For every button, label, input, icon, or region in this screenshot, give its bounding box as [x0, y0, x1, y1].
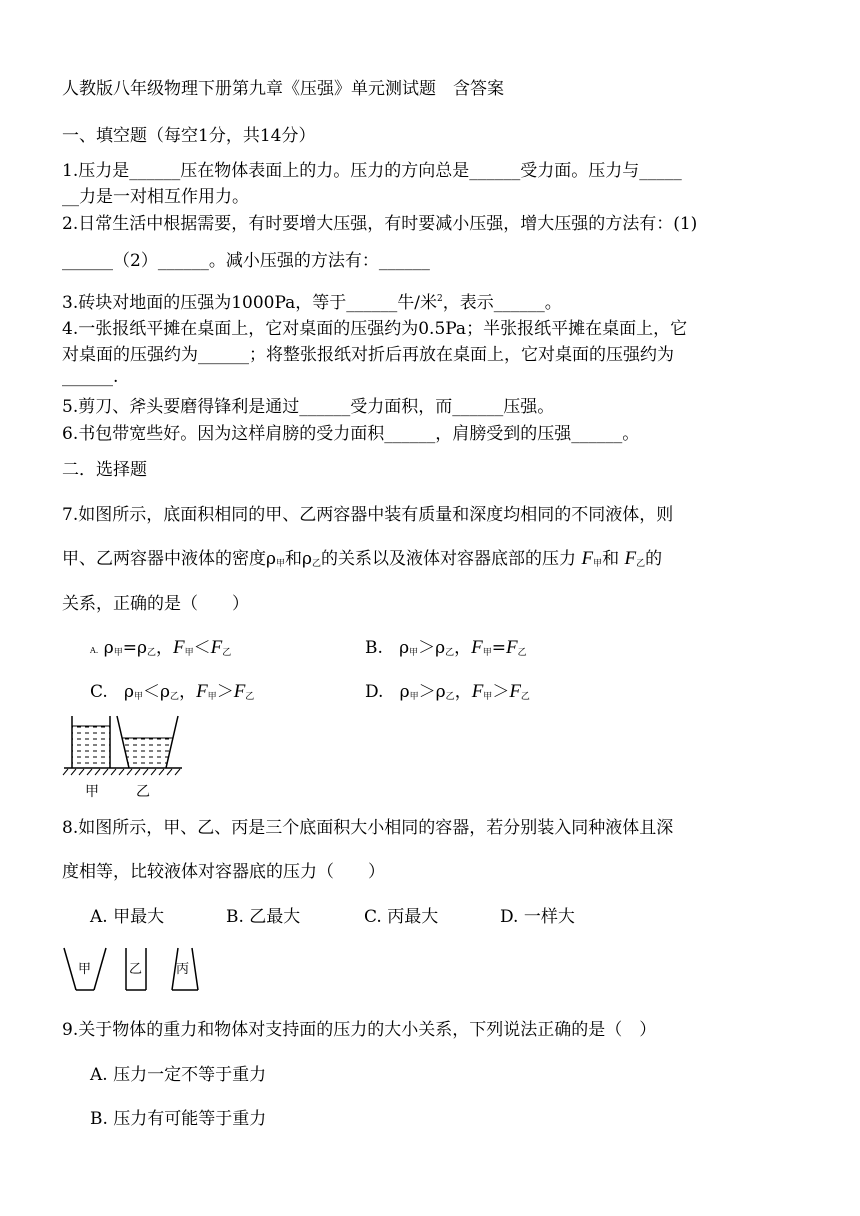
container-yi-liquid: [123, 738, 172, 768]
question-3-text-b: ，表示______。: [442, 293, 562, 313]
figure-8-label-jia: 甲: [78, 962, 92, 977]
question-8-option-d[interactable]: D. 一样大: [500, 907, 575, 927]
figure-8-label-bing: 丙: [176, 962, 190, 977]
question-1-line-2: __力是一对相互作用力。: [62, 187, 249, 207]
question-7-line-1: 7.如图所示，底面积相同的甲、乙两容器中装有质量和深度均相同的不同液体，则: [62, 505, 674, 525]
question-5: 5.剪刀、斧头要磨得锋利是通过______受力面积，而______压强。: [62, 397, 555, 417]
question-4-line-1: 4.一张报纸平摊在桌面上，它对桌面的压强约为0.5Pa；半张报纸平摊在桌面上，它: [62, 319, 688, 339]
container-jia-liquid: [72, 726, 110, 768]
figure-7-label-jia: 甲: [85, 784, 99, 800]
question-7-option-d[interactable]: D. $\rho_甲>\rho_乙$，$F_甲>F_乙$: [365, 681, 530, 702]
question-1-line-1: 1.压力是______压在物体表面上的力。压力的方向总是______受力面。压力与_____: [62, 161, 682, 181]
question-2-line-2: ______（2）______。减小压强的方法有：______: [62, 251, 430, 271]
question-7-option-a[interactable]: A. $\rho_甲=\rho_乙$，$F_甲<F_乙$: [90, 637, 232, 658]
question-7-option-c[interactable]: C. $\rho_甲<\rho_乙$，$F_甲>F_乙$: [90, 681, 255, 702]
question-9-option-a[interactable]: A. 压力一定不等于重力: [90, 1065, 267, 1085]
question-8-line-1: 8.如图所示，甲、乙、丙是三个底面积大小相同的容器，若分别装入同种液体且深: [62, 818, 674, 838]
question-3: [62, 288, 562, 313]
question-4-line-3: ______.: [62, 367, 119, 387]
question-7-line-2: 甲、乙两容器中液体的密度$\rho_甲$和$\rho_乙$的关系以及液体对容器底部的压力 $F_甲$和 $F_乙$的: [62, 548, 663, 569]
question-8-figure: [60, 942, 210, 998]
question-3-exponent: 2: [437, 294, 443, 304]
question-6: 6.书包带宽些好。因为这样肩膀的受力面积______，肩膀受到的压强______。: [62, 424, 640, 444]
question-9: 9.关于物体的重力和物体对支持面的压力的大小关系，下列说法正确的是（ ）: [62, 1020, 657, 1040]
question-8-option-a[interactable]: A. 甲最大: [90, 907, 165, 927]
question-8-line-2: 度相等，比较液体对容器底的压力（ ）: [62, 862, 385, 882]
question-8-option-c[interactable]: C. 丙最大: [364, 907, 439, 927]
question-3-text-a: 3.砖块对地面的压强为1000Pa，等于______牛/米: [62, 293, 438, 313]
section-1-heading: 一、填空题（每空1分，共14分）: [62, 126, 316, 146]
question-7-figure: [60, 712, 190, 802]
question-4-line-2: 对桌面的压强约为______；将整张报纸对折后再放在桌面上，它对桌面的压强约为: [62, 345, 674, 365]
figure-7-label-yi: 乙: [136, 784, 150, 800]
question-7-option-b[interactable]: B. $\rho_甲>\rho_乙$，$F_甲=F_乙$: [365, 637, 527, 658]
question-9-option-b[interactable]: B. 压力有可能等于重力: [90, 1109, 267, 1129]
question-7-line-3: 关系，正确的是（ ）: [62, 594, 249, 614]
question-2-line-1: 2.日常生活中根据需要，有时要增大压强，有时要减小压强，增大压强的方法有：(1): [62, 214, 698, 234]
document-title: 人教版八年级物理下册第九章《压强》单元测试题 含答案: [62, 79, 504, 99]
question-8-option-b[interactable]: B. 乙最大: [226, 907, 301, 927]
section-2-heading: 二．选择题: [62, 460, 147, 480]
figure-8-label-yi: 乙: [129, 962, 143, 977]
